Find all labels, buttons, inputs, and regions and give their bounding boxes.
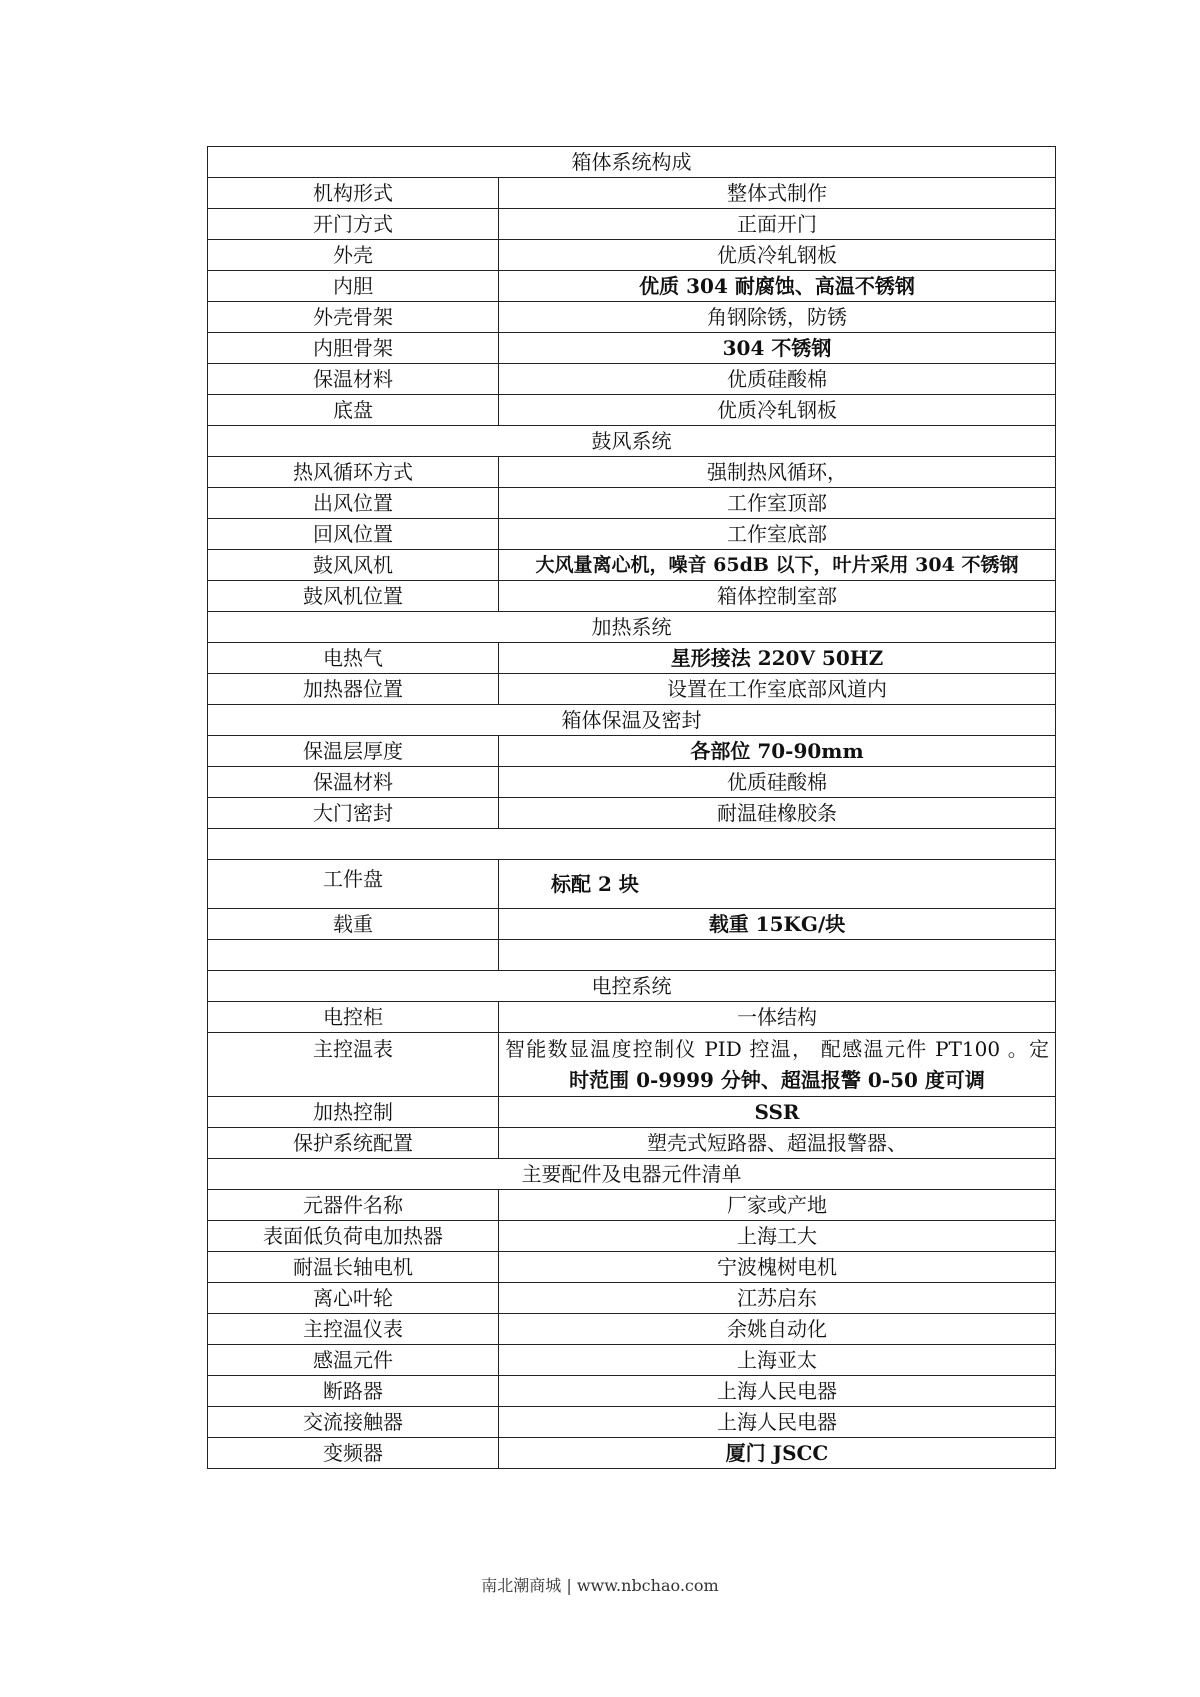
row-value: 整体式制作 [499, 178, 1056, 209]
table-row [208, 1252, 1056, 1283]
row-value: 上海人民电器 [499, 1376, 1056, 1407]
row-label: 离心叶轮 [208, 1283, 499, 1314]
row-value: 工作室顶部 [499, 488, 1056, 519]
section-header-row [208, 612, 1056, 643]
row-value: 上海亚太 [499, 1345, 1056, 1376]
row-value: 星形接法 220V 50HZ [499, 643, 1056, 674]
row-label: 出风位置 [208, 488, 499, 519]
empty-cell [499, 940, 1056, 971]
row-value: 上海人民电器 [499, 1407, 1056, 1438]
empty-row [208, 829, 1056, 860]
row-value: 一体结构 [499, 1002, 1056, 1033]
row-value: 优质冷轧钢板 [499, 395, 1056, 426]
section-title: 鼓风系统 [208, 426, 1056, 457]
header-name: 元器件名称 [208, 1190, 499, 1221]
row-value: 标配 2 块 [499, 860, 1056, 909]
section-title: 主要配件及电器元件清单 [208, 1159, 1056, 1190]
table-row [208, 1128, 1056, 1159]
row-label: 鼓风风机 [208, 550, 499, 581]
table-row [208, 1283, 1056, 1314]
row-value: 上海工大 [499, 1221, 1056, 1252]
row-label: 保护系统配置 [208, 1128, 499, 1159]
row-label: 外壳 [208, 240, 499, 271]
table-row [208, 1438, 1056, 1469]
row-value: 箱体控制室部 [499, 581, 1056, 612]
section-title: 箱体系统构成 [208, 147, 1056, 178]
row-label: 外壳骨架 [208, 302, 499, 333]
section-header-row [208, 971, 1056, 1002]
table-row [208, 909, 1056, 940]
table-row [208, 1345, 1056, 1376]
table-row [208, 736, 1056, 767]
row-label: 载重 [208, 909, 499, 940]
row-label: 回风位置 [208, 519, 499, 550]
empty-row [208, 940, 1056, 971]
row-label: 机构形式 [208, 178, 499, 209]
table-row [208, 395, 1056, 426]
row-label: 加热控制 [208, 1097, 499, 1128]
section-header-row [208, 705, 1056, 736]
table-row [208, 581, 1056, 612]
row-label: 耐温长轴电机 [208, 1252, 499, 1283]
row-label: 变频器 [208, 1438, 499, 1469]
row-value: 优质硅酸棉 [499, 767, 1056, 798]
row-label: 内胆骨架 [208, 333, 499, 364]
row-value: 强制热风循环， [499, 457, 1056, 488]
table-row [208, 1376, 1056, 1407]
row-value: SSR [499, 1097, 1056, 1128]
row-label: 保温材料 [208, 364, 499, 395]
row-value: 优质冷轧钢板 [499, 240, 1056, 271]
row-value: 工作室底部 [499, 519, 1056, 550]
row-value [499, 1033, 1056, 1097]
row-label: 交流接触器 [208, 1407, 499, 1438]
section-header-row [208, 1159, 1056, 1190]
table-row [208, 364, 1056, 395]
row-label: 鼓风机位置 [208, 581, 499, 612]
row-value: 各部位 70-90mm [499, 736, 1056, 767]
row-value: 余姚自动化 [499, 1314, 1056, 1345]
row-label: 热风循环方式 [208, 457, 499, 488]
row-value: 厦门 JSCC [499, 1438, 1056, 1469]
table-row [208, 798, 1056, 829]
row-value: 正面开门 [499, 209, 1056, 240]
row-label: 底盘 [208, 395, 499, 426]
row-label: 主控温仪表 [208, 1314, 499, 1345]
row-label: 开门方式 [208, 209, 499, 240]
row-value: 优质 304 耐腐蚀、高温不锈钢 [499, 271, 1056, 302]
table-row [208, 302, 1056, 333]
controller-line-2: 时范围 0-9999 分钟、超温报警 0-50 度可调 [569, 1067, 985, 1092]
table-row [208, 333, 1056, 364]
table-row [208, 240, 1056, 271]
row-label: 电控柜 [208, 1002, 499, 1033]
table-row [208, 767, 1056, 798]
row-label: 主控温表 [208, 1033, 499, 1097]
table-row [208, 1002, 1056, 1033]
row-label: 感温元件 [208, 1345, 499, 1376]
row-label: 断路器 [208, 1376, 499, 1407]
table-row [208, 1221, 1056, 1252]
table-row [208, 488, 1056, 519]
row-value: 角钢除锈，防锈 [499, 302, 1056, 333]
row-label: 保温层厚度 [208, 736, 499, 767]
table-row [208, 1097, 1056, 1128]
row-value: 优质硅酸棉 [499, 364, 1056, 395]
table-row [208, 1407, 1056, 1438]
row-label: 保温材料 [208, 767, 499, 798]
section-title: 加热系统 [208, 612, 1056, 643]
table-row [208, 860, 1056, 909]
row-value: 设置在工作室底部风道内 [499, 674, 1056, 705]
row-value: 江苏启东 [499, 1283, 1056, 1314]
row-value: 大风量离心机，噪音 65dB 以下，叶片采用 304 不锈钢 [499, 550, 1056, 581]
empty-cell [208, 829, 1056, 860]
table-row [208, 550, 1056, 581]
controller-line-1: 智能数显温度控制仪 PID 控温， 配感温元件 PT100 。定 [505, 1036, 1049, 1061]
table-row [208, 519, 1056, 550]
section-header-row [208, 147, 1056, 178]
spec-table [207, 146, 1056, 1469]
row-label: 工件盘 [208, 860, 499, 909]
table-row [208, 1033, 1056, 1097]
row-value: 304 不锈钢 [499, 333, 1056, 364]
section-header-row [208, 426, 1056, 457]
row-label: 加热器位置 [208, 674, 499, 705]
row-label: 表面低负荷电加热器 [208, 1221, 499, 1252]
table-row [208, 271, 1056, 302]
row-label: 内胆 [208, 271, 499, 302]
table-header-row [208, 1190, 1056, 1221]
page-footer: 南北潮商城 | www.nbchao.com [481, 1576, 719, 1595]
row-value: 耐温硅橡胶条 [499, 798, 1056, 829]
table-row [208, 209, 1056, 240]
row-value: 塑壳式短路器、超温报警器、 [499, 1128, 1056, 1159]
row-value: 宁波槐树电机 [499, 1252, 1056, 1283]
row-label: 电热气 [208, 643, 499, 674]
row-label: 大门密封 [208, 798, 499, 829]
header-origin: 厂家或产地 [499, 1190, 1056, 1221]
table-row [208, 643, 1056, 674]
table-row [208, 674, 1056, 705]
table-row [208, 457, 1056, 488]
section-title: 箱体保温及密封 [208, 705, 1056, 736]
empty-cell [208, 940, 499, 971]
table-row [208, 1314, 1056, 1345]
table-row [208, 178, 1056, 209]
row-value: 载重 15KG/块 [499, 909, 1056, 940]
section-title: 电控系统 [208, 971, 1056, 1002]
